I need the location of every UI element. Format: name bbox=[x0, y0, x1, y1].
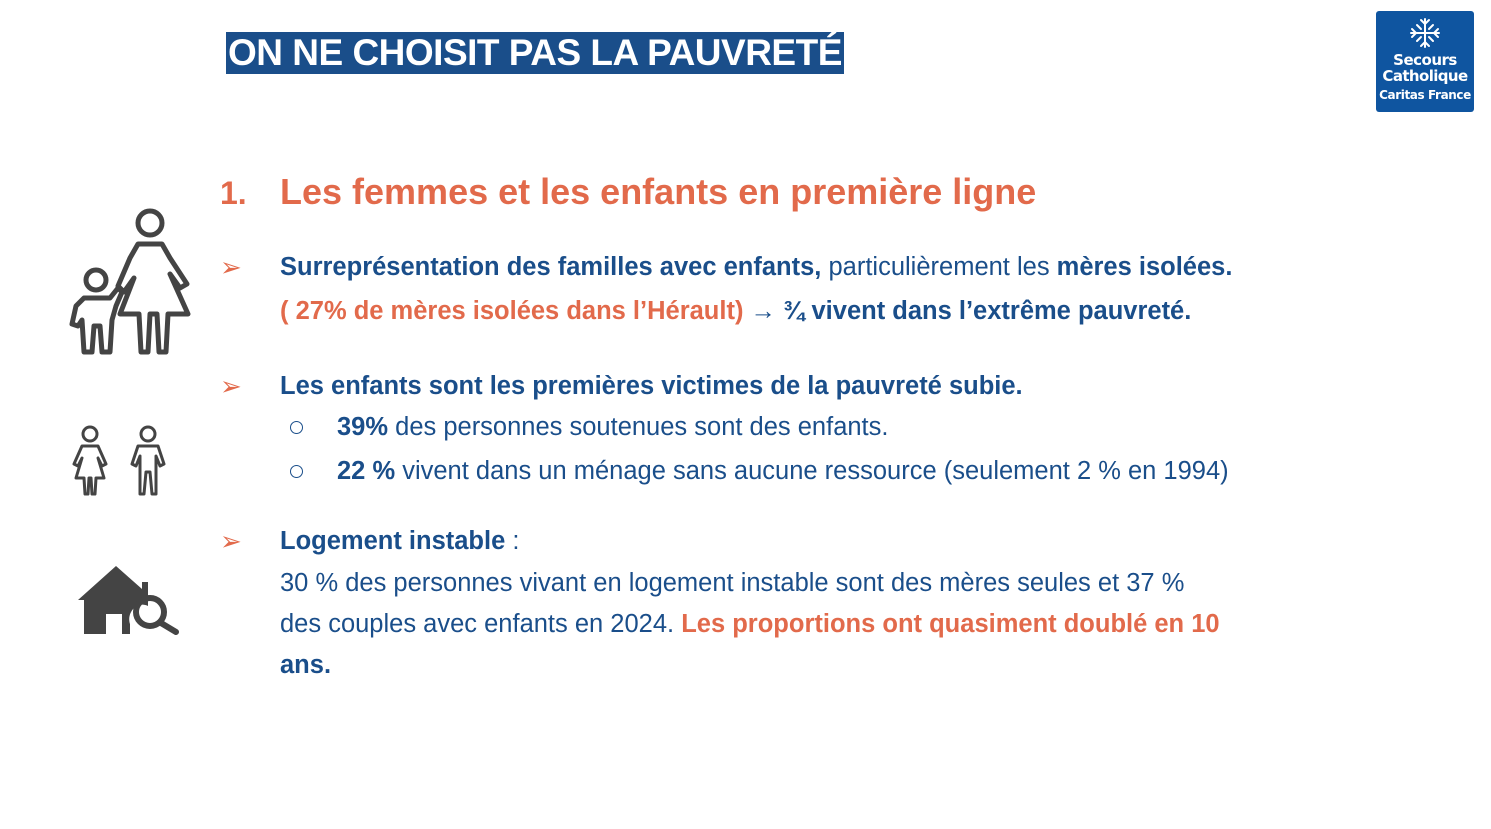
page-title: ON NE CHOISIT PAS LA PAUVRETÉ bbox=[228, 32, 842, 73]
bullet-arrow-families: ➢ bbox=[220, 252, 242, 282]
housing-line2-orange: Les proportions ont quasiment doublé en 10 bbox=[681, 610, 1220, 638]
arrow-symbol: → bbox=[743, 297, 784, 325]
children-icon bbox=[66, 424, 172, 496]
children-item-1-bold: 39% bbox=[337, 413, 389, 441]
housing-line2 bbox=[280, 603, 1220, 645]
housing-title-line bbox=[280, 520, 519, 562]
mother-child-icon bbox=[66, 206, 192, 356]
children-title: Les enfants sont les premières victimes de la pauvreté subie. bbox=[280, 372, 1023, 400]
extreme-poverty: vivent dans l’extrême pauvreté. bbox=[804, 297, 1192, 325]
housing-line2-regular: des couples avec enfants en 2024. bbox=[280, 610, 682, 638]
cross-icon bbox=[1409, 17, 1441, 49]
housing-title-suffix: : bbox=[505, 527, 520, 555]
families-bold: Surreprésentation des familles avec enfants, bbox=[280, 253, 822, 281]
sub-bullet-circle bbox=[290, 421, 303, 434]
housing-line1: 30 % des personnes vivant en logement instable sont des mères seules et 37 % bbox=[280, 569, 1185, 597]
bullet-arrow-children: ➢ bbox=[220, 371, 242, 401]
logo-line3: Caritas France bbox=[1379, 88, 1471, 102]
isolated-mothers-stat: ( 27% de mères isolées dans l’Hérault) bbox=[280, 297, 744, 325]
housing-line3: ans. bbox=[280, 651, 332, 679]
logo-line2: Catholique bbox=[1382, 67, 1468, 85]
logo-line1: Secours bbox=[1393, 51, 1457, 69]
house-search-icon bbox=[76, 562, 182, 636]
housing-title: Logement instable bbox=[280, 527, 506, 555]
section-heading bbox=[220, 170, 1036, 215]
heading-number: 1. bbox=[220, 175, 247, 211]
families-line1 bbox=[280, 246, 1232, 288]
children-item-2 bbox=[337, 450, 1229, 492]
families-line2 bbox=[280, 290, 1191, 332]
children-item-2-text: vivent dans un ménage sans aucune ressource (seulement 2 % en 1994) bbox=[395, 457, 1229, 485]
children-item-2-bold: 22 % bbox=[337, 457, 396, 485]
children-item-1 bbox=[337, 406, 888, 448]
secours-catholique-logo bbox=[1376, 11, 1474, 112]
fraction: ¾ bbox=[783, 297, 805, 325]
families-bold-end: mères isolées. bbox=[1056, 253, 1233, 281]
sub-bullet-circle bbox=[290, 465, 303, 478]
children-item-1-text: des personnes soutenues sont des enfants. bbox=[388, 413, 889, 441]
heading-text: Les femmes et les enfants en première ligne bbox=[280, 171, 1037, 212]
bullet-arrow-housing: ➢ bbox=[220, 526, 242, 556]
families-regular: particulièrement les bbox=[821, 253, 1057, 281]
